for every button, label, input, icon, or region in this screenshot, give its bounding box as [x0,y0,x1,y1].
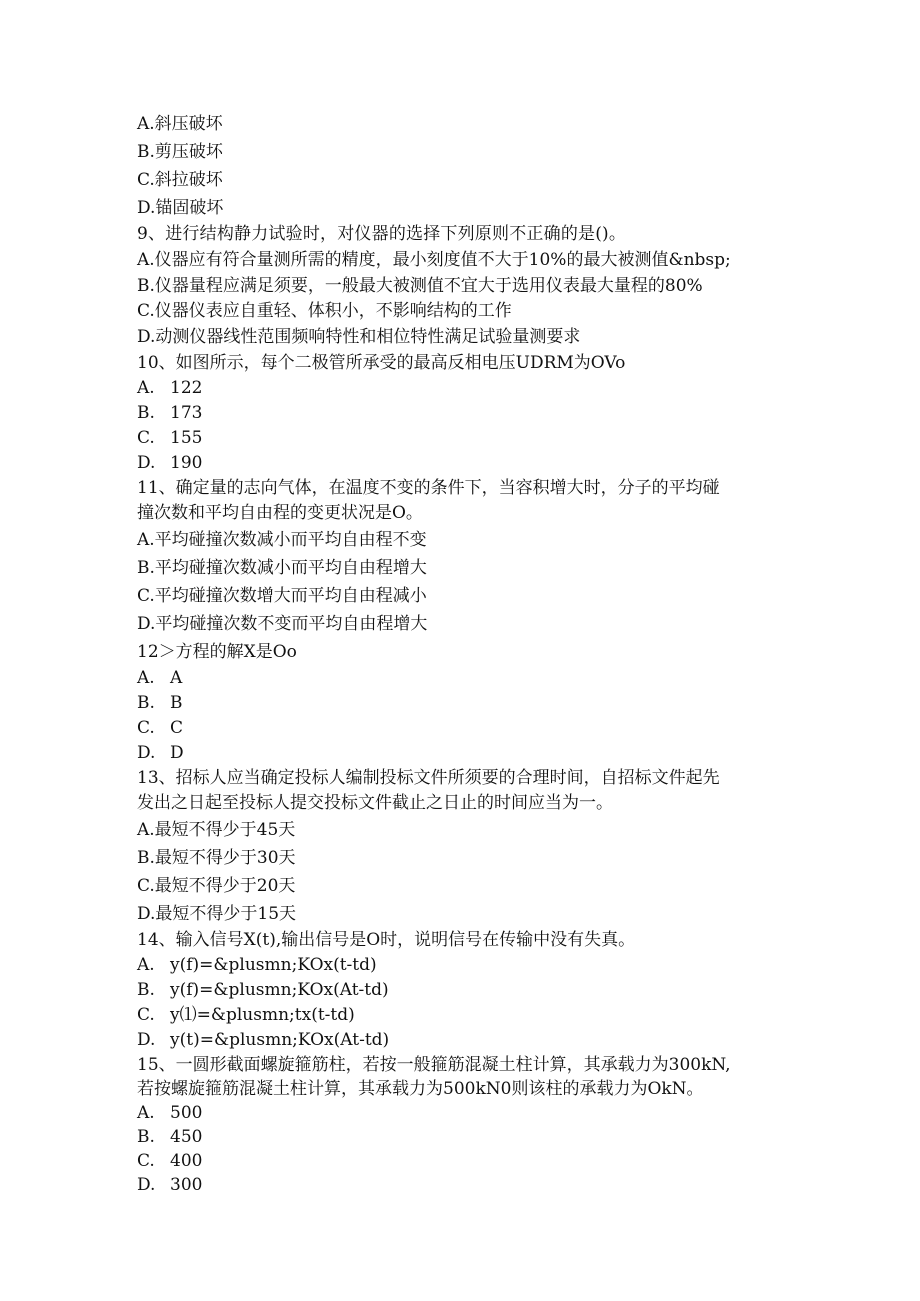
q15-option-a [137,1101,787,1125]
q12-option-d-value: D [170,743,184,763]
q15-option-c-label: C. [137,1151,155,1171]
q14-option-a-value: y(f)=&plusmn;KOx(t-td) [170,955,377,975]
q14-option-c [137,1003,787,1028]
q15-stem-line2: 若按螺旋箍筋混凝土柱计算，其承载力为500kN0则该柱的承载力为OkN。 [137,1079,704,1099]
q9-option-b: B.仪器量程应满足须要，一般最大被测值不宜大于选用仪表最大量程的80% [137,276,703,296]
q14-option-b-label: B. [137,980,155,1000]
q14-option-d-label: D. [137,1030,156,1050]
q14-option-d [137,1028,787,1053]
q10-option-c-label: C. [137,428,155,448]
q10-option-a-value: 122 [170,378,203,398]
q14-option-c-label: C. [137,1005,155,1025]
q12-option-c [137,716,787,741]
q9-option-d: D.动测仪器线性范围频响特性和相位特性满足试验量测要求 [137,327,581,347]
q12-option-b [137,691,787,716]
q11-stem-line2: 撞次数和平均自由程的变更状况是O。 [137,503,423,523]
q15-option-a-label: A. [137,1103,155,1123]
q14-option-c-value: y⑴=&plusmn;tx(t-td) [170,1005,355,1025]
q15-option-c-value: 400 [170,1151,203,1171]
q13-stem-line2: 发出之日起至投标人提交投标文件截止之日止的时间应当为一。 [137,793,613,813]
q8-option-c: C.斜拉破坏 [137,170,223,190]
q13-option-d: D.最短不得少于15天 [137,904,297,924]
q13-option-b: B.最短不得少于30天 [137,848,296,868]
q10-option-a-label: A. [137,378,155,398]
q11-option-b: B.平均碰撞次数减小而平均自由程增大 [137,558,427,578]
q12-option-b-label: B. [137,693,155,713]
q10-option-a [137,376,787,401]
q15-option-d [137,1173,787,1197]
q15-option-b-label: B. [137,1127,155,1147]
q9-option-a: A.仪器应有符合量测所需的精度，最小刻度值不大于10%的最大被测值&nbsp; [137,250,731,270]
q15-option-b [137,1125,787,1149]
q12-option-d-label: D. [137,743,156,763]
q10-option-c [137,426,787,451]
q10-option-c-value: 155 [170,428,203,448]
q15-option-d-label: D. [137,1175,156,1195]
q12-option-c-label: C. [137,718,155,738]
q13-option-a: A.最短不得少于45天 [137,820,296,840]
q15-option-d-value: 300 [170,1175,203,1195]
q14-option-a [137,953,787,978]
q12-option-d [137,741,787,766]
q15-option-c [137,1149,787,1173]
q10-stem: 10、如图所示，每个二极管所承受的最高反相电压UDRM为OVo [137,353,626,373]
q14-option-a-label: A. [137,955,155,975]
q8-option-b: B.剪压破坏 [137,142,223,162]
q11-option-c: C.平均碰撞次数增大而平均自由程减小 [137,586,427,606]
q10-option-d [137,451,787,476]
q15-option-b-value: 450 [170,1127,203,1147]
q11-stem-line1: 11、确定量的志向气体，在温度不变的条件下，当容积增大时，分子的平均碰 [137,478,720,498]
q12-option-c-value: C [170,718,184,738]
q10-option-b-value: 173 [170,403,203,423]
q8-option-a: A.斜压破坏 [137,114,223,134]
q13-option-c: C.最短不得少于20天 [137,876,296,896]
q13-stem-line1: 13、招标人应当确定投标人编制投标文件所须要的合理时间，自招标文件起先 [137,768,720,788]
q10-option-d-label: D. [137,453,156,473]
q8-option-d: D.锚固破坏 [137,198,224,218]
question-content [137,110,787,1197]
q15-stem-line1: 15、一圆形截面螺旋箍筋柱，若按一般箍筋混凝土柱计算，其承载力为300kN, [137,1055,731,1075]
q14-option-b [137,978,787,1003]
q12-option-a [137,666,787,691]
q12-option-b-value: B [170,693,183,713]
q9-stem: 9、进行结构静力试验时，对仪器的选择下列原则不正确的是()。 [137,224,627,244]
q10-option-d-value: 190 [170,453,203,473]
q14-stem: 14、输入信号X(t),输出信号是O时，说明信号在传输中没有失真。 [137,930,636,950]
q14-option-b-value: y(f)=&plusmn;KOx(At-td) [170,980,389,1000]
q14-option-d-value: y(t)=&plusmn;KOx(At-td) [170,1030,390,1050]
q12-stem: 12＞方程的解X是Oo [137,642,297,662]
q11-option-a: A.平均碰撞次数减小而平均自由程不变 [137,530,427,550]
q9-option-c: C.仪器仪表应自重轻、体积小，不影响结构的工作 [137,301,512,321]
q10-option-b [137,401,787,426]
q11-option-d: D.平均碰撞次数不变而平均自由程增大 [137,614,428,634]
q15-option-a-value: 500 [170,1103,203,1123]
q12-option-a-value: A [170,668,183,688]
q10-option-b-label: B. [137,403,155,423]
q12-option-a-label: A. [137,668,155,688]
